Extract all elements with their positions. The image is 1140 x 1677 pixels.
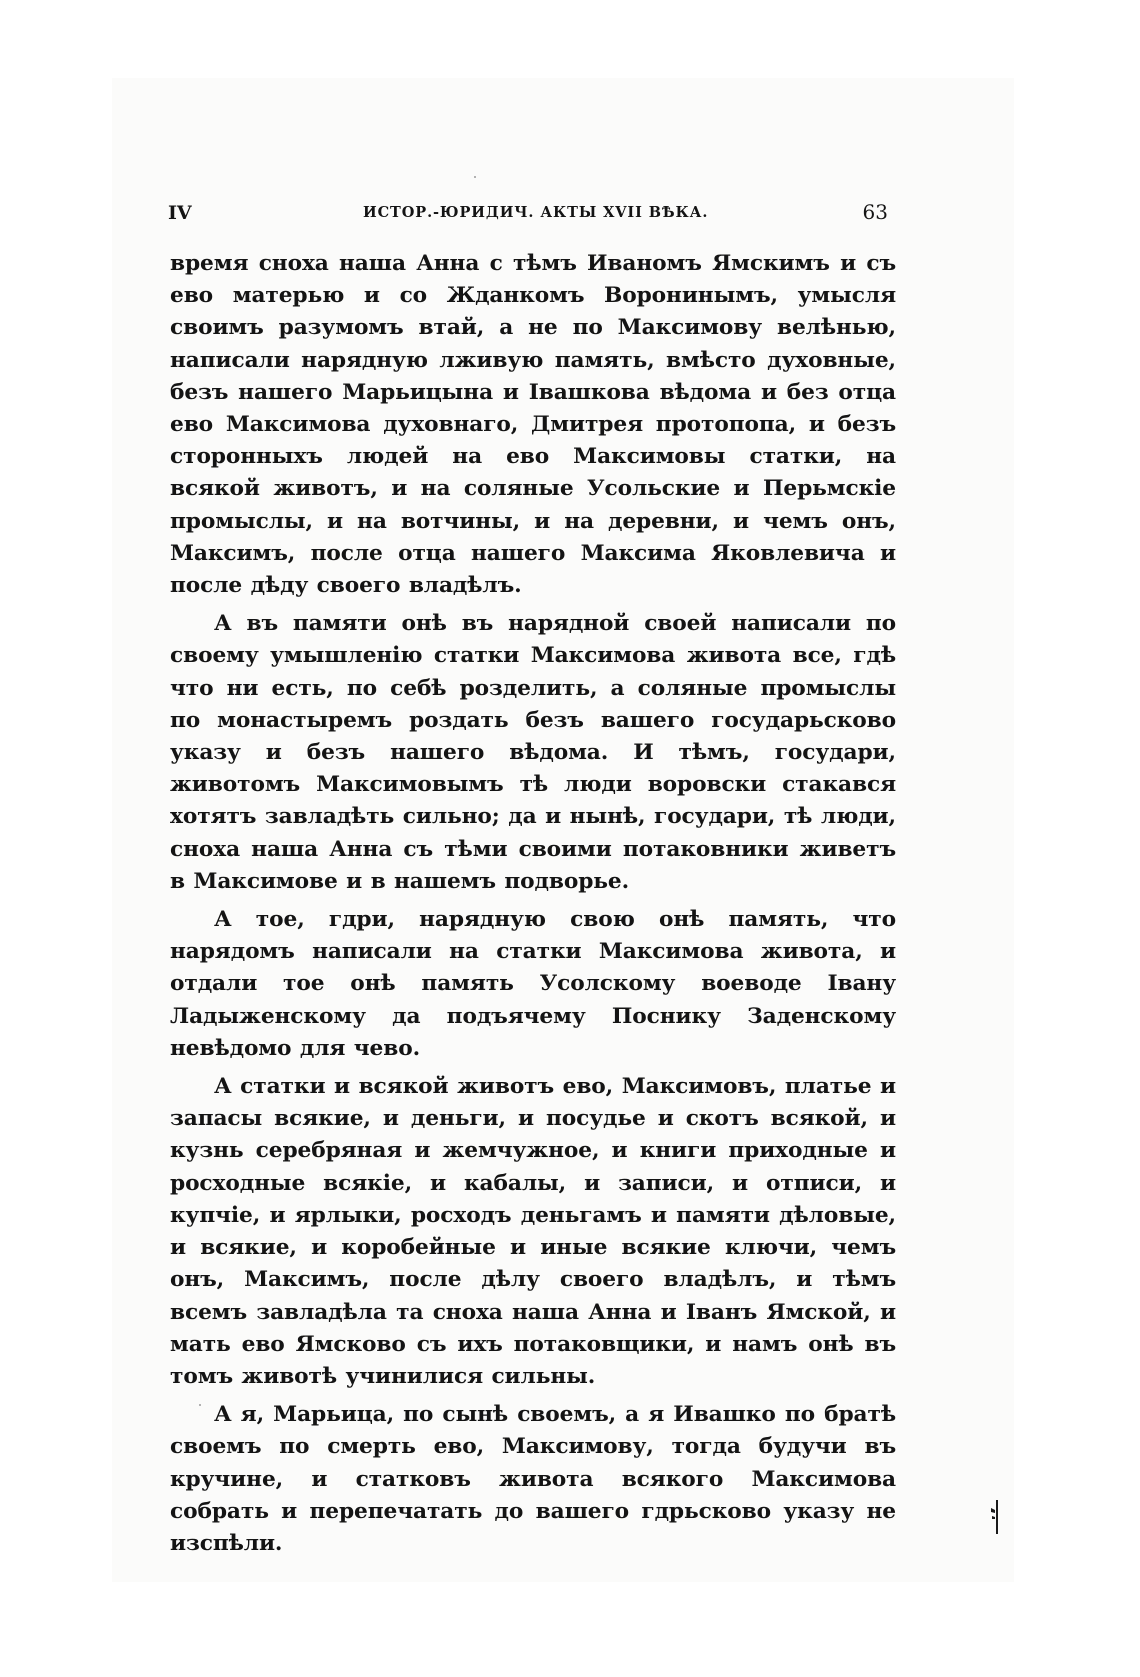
page-number: 63 [862, 200, 888, 224]
part-number: IV [168, 202, 192, 224]
paragraph-4: А статки и всякой животъ ево, Максимовъ, платье и запасы всякие, и деньги, и посудье и скотъ всякой, и кузнь серебряная и жемчужное, и книги приходные и росходные всякіе, и кабалы, и записи, и отписи, и купчіе, и ярлыки, росходъ деньгамъ и памяти дѣловые, и всякие, и коробейные и иные всякие ключи, чемъ онъ, Максимъ, после дѣлу своего владѣлъ, и тѣмъ всемъ завладѣла та сноха наша Анна и Іванъ Ямской, и мать ево Ямсково съ ихъ потаковщики, и намъ онѣ въ томъ животѣ учинилися сильны. [170, 1074, 896, 1389]
paper-speck [474, 176, 476, 178]
paragraph-2: А въ памяти онѣ въ нарядной своей написали по своему умышленію статки Максимова живота все, гдѣ что ни есть, по себѣ розделить, а соляные промыслы по монастыремъ роздать безъ вашего государьсково указу и безъ нашего вѣдома. И тѣмъ, государи, животомъ Максимовымъ тѣ люди воровски стакався хотятъ завладѣть сильно; да и нынѣ, государи, тѣ люди, сноха наша Анна съ тѣми своими потаковники живетъ в Максимове и в нашемъ подворье. [170, 611, 896, 894]
paper-speck [199, 1404, 201, 1406]
paragraph-1: время сноха наша Анна с тѣмъ Иваномъ Ямскимъ и съ ево матерью и со Жданкомъ Воронинымъ, умысля своимъ разумомъ втай, а не по Максимову велѣнью, написали нарядную лживую память, вмѣсто духовные, безъ нашего Марьицына и Івашкова вѣдома и без отца ево Максимова духовнаго, Дмитрея протопопа, и безъ сторонныхъ людей на ево Максимовы статки, на всякой животъ, и на соляные Усольские и Перьмскіе промыслы, и на вотчины, и на деревни, и чемъ онъ, Максимъ, после отца нашего Максима Яковлевича и после дѣду своего владѣлъ. [170, 251, 896, 599]
running-title: ИСТОР.-ЮРИДИЧ. АКТЫ XVII ВѢКА. [363, 204, 709, 221]
page-edge-mark [990, 1498, 1000, 1536]
running-header [168, 202, 888, 232]
paragraph-3: А тое, гдри, нарядную свою онѣ память, что нарядомъ написали на статки Максимова живота, и отдали тое онѣ память Усолскому воеводе Івану Ладыженскому да подъячему Поснику Заденскому невѣдомо для чево. [170, 907, 896, 1061]
body-text [170, 248, 896, 1566]
paragraph-5: А я, Марьица, по сынѣ своемъ, а я Ивашко по братѣ своемъ по смерть ево, Максимову, тогда будучи въ кручине, и статковъ живота всякого Максимова собрать и перепечатать до вашего гдрьсково указу не изспѣли. [170, 1402, 896, 1556]
